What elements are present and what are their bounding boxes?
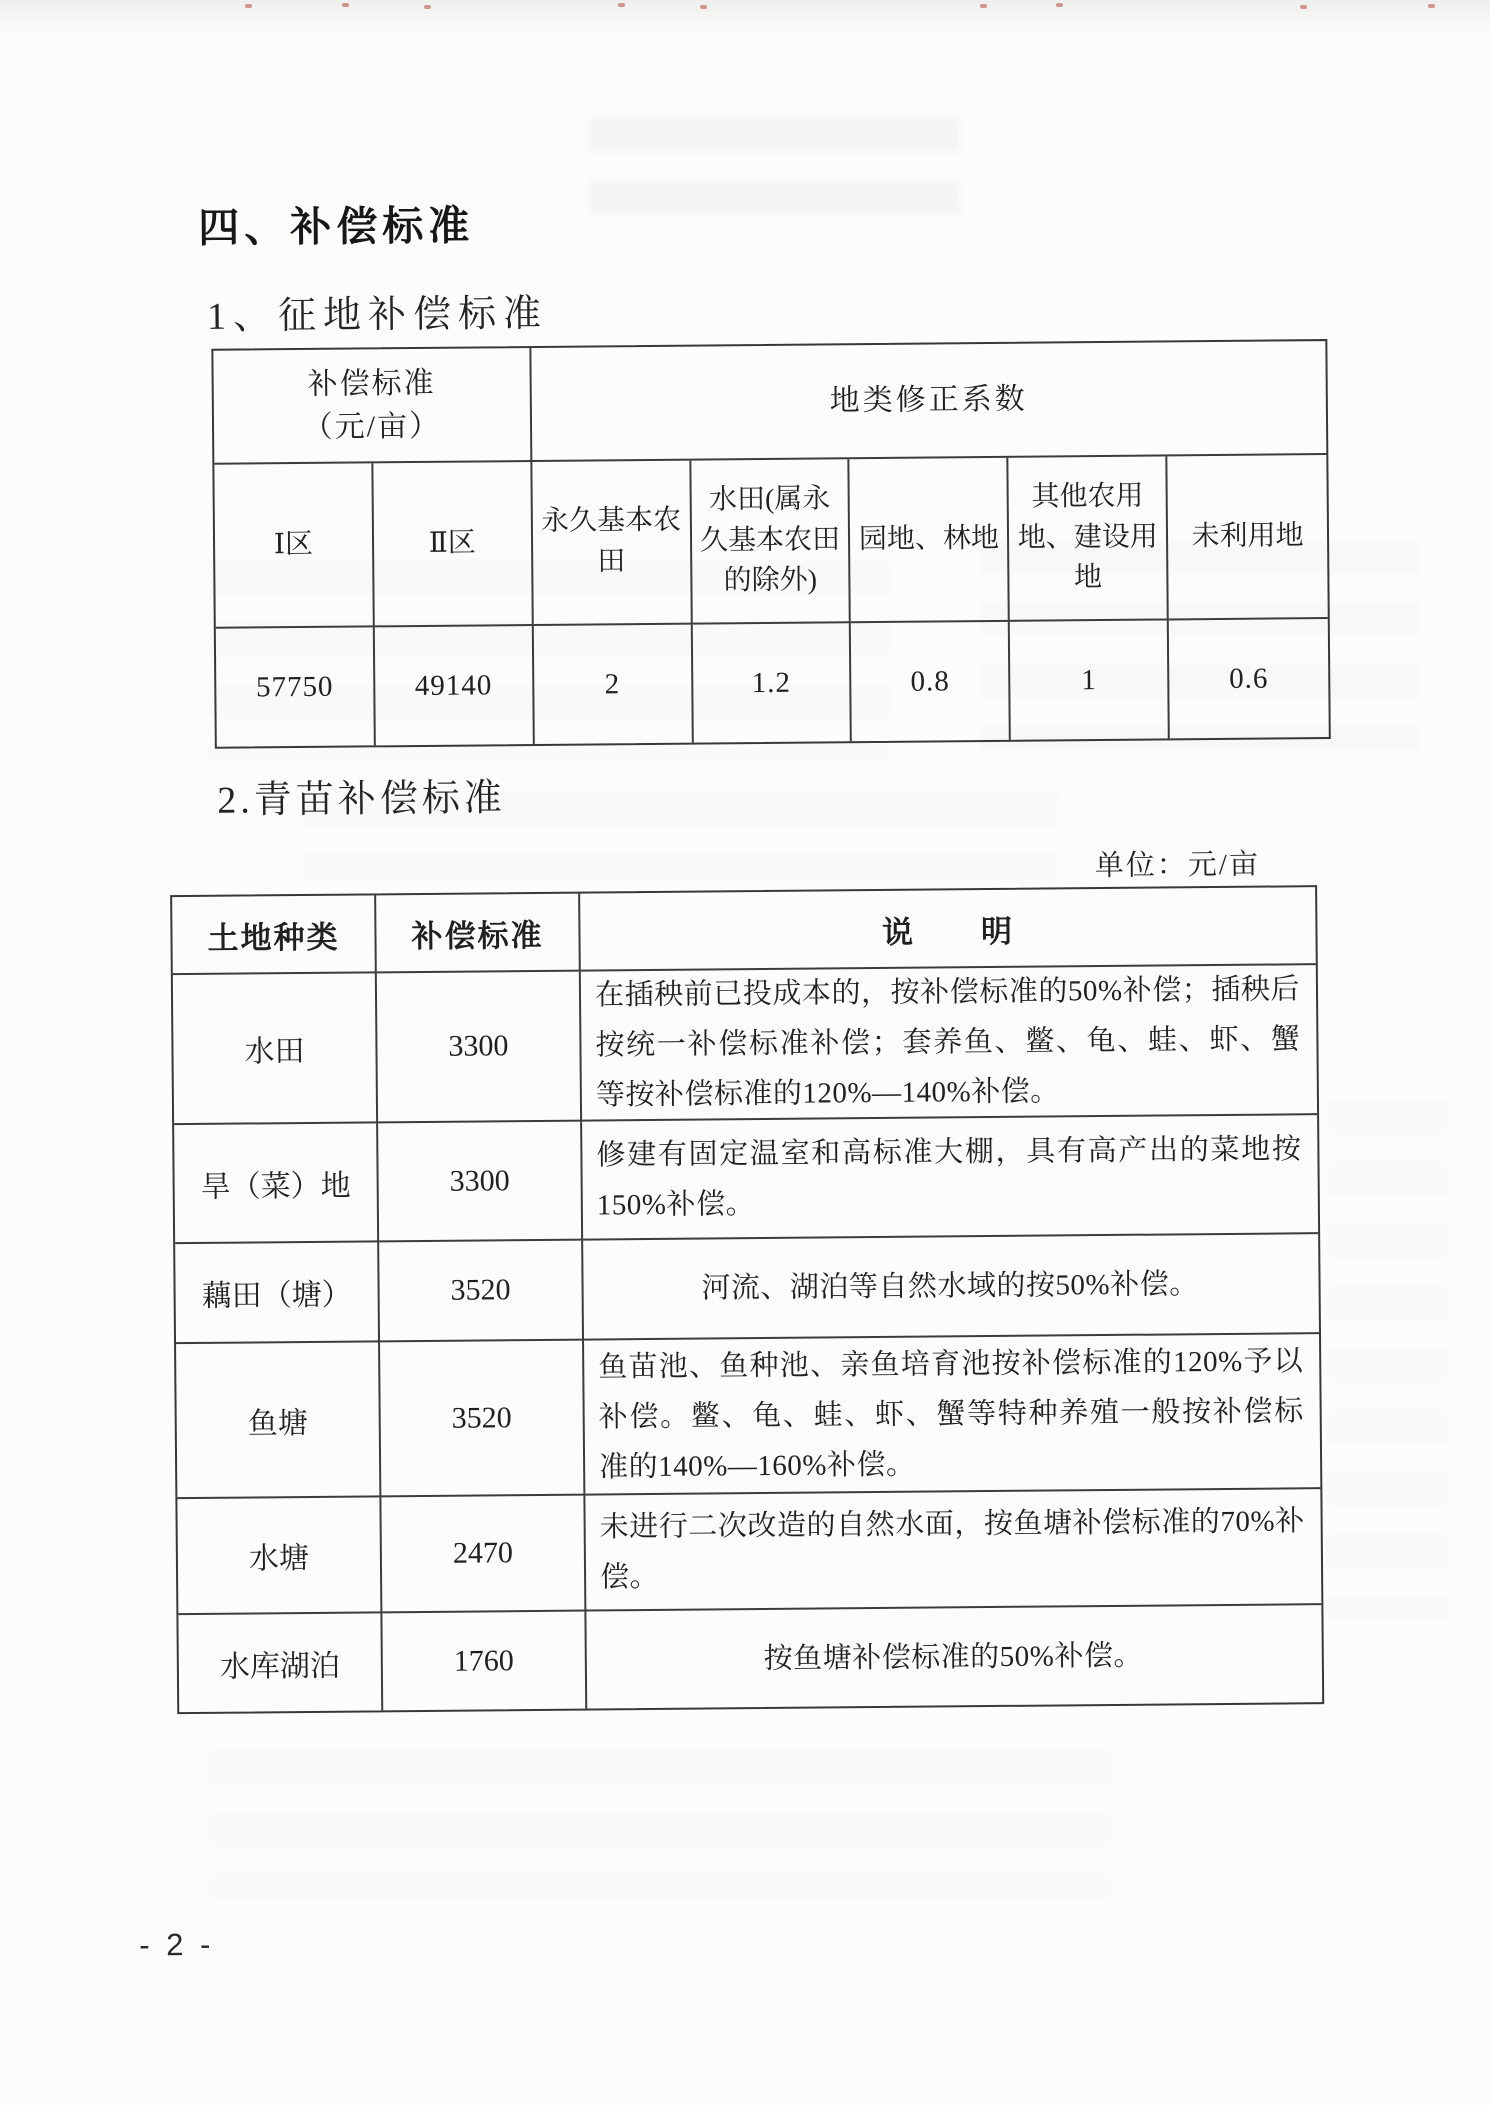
table1-col-header: 其他农用地、建设用地 (1009, 456, 1169, 621)
table1-col-header: Ⅱ区 (373, 462, 533, 627)
table1-col-header: 水田(属永久基本农田的除外) (691, 459, 851, 624)
table2-row-standard: 1760 (382, 1612, 587, 1711)
table1-group-header-coefficient: 地类修正系数 (531, 341, 1326, 462)
table2-row-note: 未进行二次改造的自然水面，按鱼塘补偿标准的70%补偿。 (585, 1489, 1321, 1611)
subsection-heading-crop: 2.青苗补偿标准 (217, 777, 506, 822)
table2-row-note: 在插秧前已投成本的，按补偿标准的50%补偿；插秧后按统一补偿标准补偿；套养鱼、鳖、龟、蛙、虾、蟹等按补偿标准的120%—140%补偿。 (581, 965, 1317, 1121)
land-compensation-table (211, 339, 1330, 749)
table1-group-header-standard (213, 348, 532, 465)
table1-standard-line2: （元/亩） (302, 409, 442, 444)
table1-standard-line1: 补偿标准 (307, 366, 436, 401)
table1-value: 1 (1010, 620, 1170, 739)
table1-value: 2 (533, 625, 693, 744)
subsection-heading-land: 1、征地补偿标准 (206, 292, 549, 338)
table2-header-note: 说 明 (580, 887, 1316, 971)
table2-row-note: 修建有固定温室和高标准大棚，具有高产出的菜地按150%补偿。 (582, 1115, 1318, 1240)
table2-row-type: 水塘 (177, 1497, 382, 1615)
table1-value: 57750 (216, 627, 376, 746)
table2-header-type: 土地种类 (172, 895, 377, 975)
table2-row-type: 鱼塘 (176, 1342, 381, 1499)
table1-col-header: 未利用地 (1167, 455, 1327, 620)
table2-row-standard: 3520 (379, 1241, 584, 1343)
table2-row-standard: 2470 (381, 1496, 586, 1614)
table2-row-standard: 3300 (378, 1122, 583, 1243)
table1-value: 0.8 (851, 622, 1011, 741)
table1-value: 0.6 (1229, 662, 1269, 695)
page-number: - 2 - (139, 1926, 215, 1963)
crop-compensation-table (170, 885, 1324, 1714)
table2-row-note: 河流、湖泊等自然水域的按50%补偿。 (583, 1234, 1319, 1340)
table2-row-type: 水库湖泊 (178, 1613, 383, 1712)
table2-row-standard: 3300 (377, 972, 582, 1124)
table1-col-header: 园地、林地 (850, 458, 1010, 623)
table1-value: 1.2 (692, 623, 852, 742)
unit-note: 单位：元/亩 (1094, 848, 1261, 883)
table2-row-type: 旱（菜）地 (174, 1123, 379, 1244)
section-heading: 四、补偿标准 (198, 202, 475, 251)
table2-row-note: 按鱼塘补偿标准的50%补偿。 (763, 1639, 1144, 1675)
table2-row-type: 水田 (173, 973, 378, 1125)
table2-row-standard: 3520 (380, 1341, 585, 1498)
table1-value: 49140 (375, 626, 535, 745)
table2-row-note: 鱼苗池、鱼种池、亲鱼培育池按补偿标准的120%予以补偿。鳖、龟、蛙、虾、蟹等特种养殖一般按补偿标准的140%—160%补偿。 (584, 1334, 1320, 1495)
table2-header-standard: 补偿标准 (376, 894, 581, 974)
table1-col-header: 永久基本农田 (532, 461, 692, 626)
table2-row-type: 藕田（塘） (175, 1242, 380, 1344)
table1-col-header: Ⅰ区 (214, 463, 374, 628)
